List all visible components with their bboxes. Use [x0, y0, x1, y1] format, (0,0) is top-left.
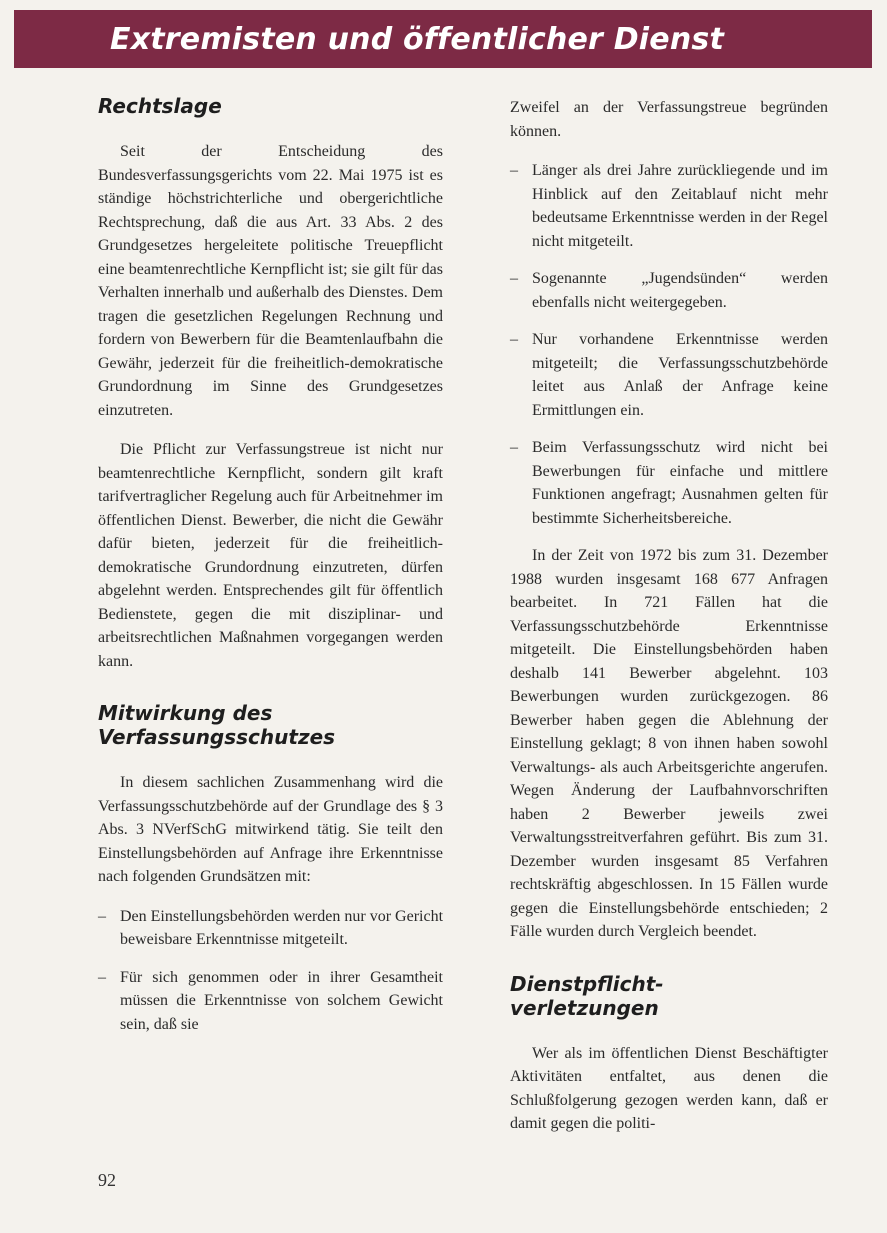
heading-mitwirkung — [98, 701, 443, 749]
page-number: 92 — [98, 1170, 116, 1190]
criteria-list-continued — [510, 159, 828, 530]
heading-line: Verfassungsschutzes — [98, 725, 336, 749]
paragraph: Die Pflicht zur Verfassungstreue ist nicht nur beamtenrechtliche Kernpflicht, sondern gilt kraft tarifvertraglicher Regelung auch für Arbeitnehmer im öffentlichen Dienst. Bewerber, die nicht die Gewähr dafür bieten, jederzeit für die freiheitlich-demokratische Grundordnung einzutreten, dürfen abgelehnt werden. Entsprechendes gilt für öffentlich Bedienstete, gegen die mit disziplinar- und arbeitsrechtlichen Maßnahmen vorgegangen werden kann. — [98, 441, 443, 670]
list-item: – Sogenannte „Jugendsünden“ werden ebenfalls nicht weitergegeben. — [510, 267, 828, 314]
paragraph: Seit der Entscheidung des Bundesverfassungsgerichts vom 22. Mai 1975 ist es ständige höchstrichterliche und obergerichtliche Rechtsprechung, daß die aus Art. 33 Abs. 2 des Grundgesetzes hergeleitete politische Treuepflicht eine beamtenrechtliche Kernpflicht ist; sie gilt für das Verhalten innerhalb und außerhalb des Dienstes. Dem tragen die gesetzlichen Regelungen Rechnung und fordern von Bewerbern für die Beamtenlaufbahn die Gewähr, jederzeit für die freiheitlich-demokratische Grundordnung im Sinne des Grundgesetzes einzutreten. — [98, 143, 443, 419]
right-column — [510, 96, 828, 1152]
heading-line: Dienstpflicht- — [510, 971, 664, 996]
heading-line: Mitwirkung des — [98, 701, 273, 725]
list-item: – Beim Verfassungsschutz wird nicht bei Bewerbungen für einfache und mittlere Funktionen angefragt; Ausnahmen gelten für bestimmte Sicherheitsbereiche. — [510, 436, 828, 530]
left-column — [98, 86, 443, 1050]
heading-line: verletzungen — [510, 995, 659, 1020]
heading-dienstpflicht — [510, 972, 828, 1020]
paragraph-continuation: Zweifel an der Verfassungstreue begründen können. — [510, 99, 828, 140]
list-item: – Den Einstellungsbehörden werden nur vor Gericht beweisbare Erkenntnisse mitgeteilt. — [98, 905, 443, 952]
list-item: – Für sich genommen oder in ihrer Gesamtheit müssen die Erkenntnisse von solchem Gewicht sein, daß sie — [98, 966, 443, 1037]
list-item: – Nur vorhandene Erkenntnisse werden mitgeteilt; die Verfassungsschutzbehörde leitet aus Anlaß der Anfrage keine Ermittlungen ein. — [510, 328, 828, 422]
criteria-list — [98, 905, 443, 1037]
heading-rechtslage: Rechtslage — [98, 94, 222, 118]
paragraph: Wer als im öffentlichen Dienst Beschäftigter Aktivitäten entfaltet, aus denen die Schlußfolgerung gezogen werden kann, daß er damit gegen die politi- — [510, 1044, 828, 1132]
list-item: – Länger als drei Jahre zurückliegende und im Hinblick auf den Zeitablauf nicht mehr bedeutsame Erkenntnisse werden in der Regel nicht mitgeteilt. — [510, 159, 828, 253]
page-title: Extremisten und öffentlicher Dienst — [110, 21, 724, 57]
paragraph: In der Zeit von 1972 bis zum 31. Dezember 1988 wurden insgesamt 168 677 Anfragen bearbeitet. In 721 Fällen hat die Verfassungsschutzbehörde Erkenntnisse mitgeteilt. Die Einstellungsbehörden haben deshalb 141 Bewerber abgelehnt. 103 Bewerbungen wurden zurückgezogen. 86 Bewerber haben gegen die Ablehnung der Einstellung geklagt; 8 von ihnen haben sowohl Verwaltungs- als auch Arbeitsgerichte angerufen. Wegen Änderung der Laufbahnvorschriften haben 2 Bewerber jeweils zwei Verwaltungsstreitverfahren geführt. Bis zum 31. Dezember wurden insgesamt 85 Verfahren rechtskräftig abgeschlossen. In 15 Fällen wurde gegen die Einstellungsbehörde entschieden; 2 Fälle wurden durch Vergleich beendet. — [510, 547, 828, 940]
title-banner — [14, 10, 872, 68]
paragraph: In diesem sachlichen Zusammenhang wird die Verfassungsschutzbehörde auf der Grundlage des § 3 Abs. 3 NVerfSchG mitwirkend tätig. Sie teilt den Einstellungsbehörden auf Anfrage ihre Erkenntnisse nach folgenden Grundsätzen mit: — [98, 774, 443, 885]
